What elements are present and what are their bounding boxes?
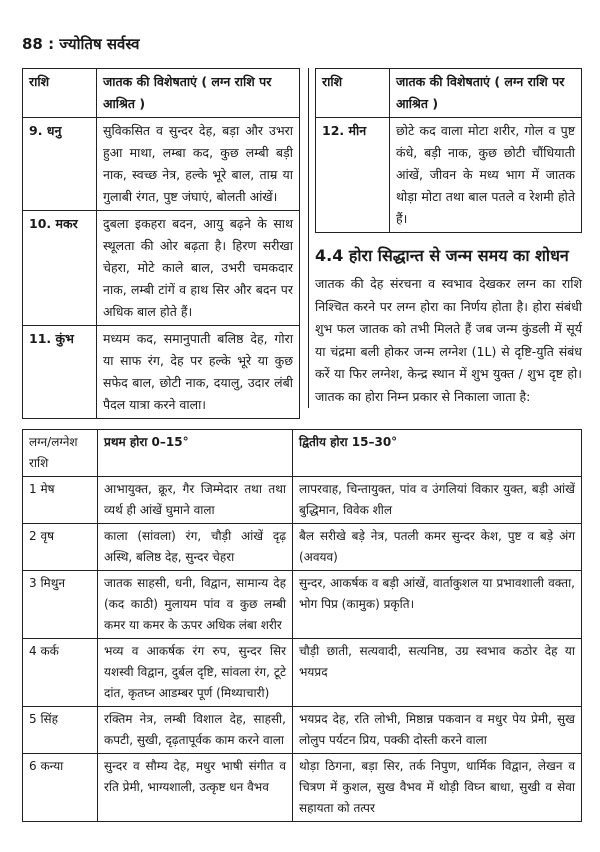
table-row	[316, 118, 582, 233]
second-hora-cell: भयप्रद देह, रति लोभी, मिष्ठान्न पकवान व मधुर पेय प्रेमी, सुख लोलुप पर्यटन प्रिय, पक्की दोस्ती करने वाला	[293, 707, 582, 754]
second-hora-cell: थोड़ा ठिगना, बड़ा सिर, तर्क निपुण, धार्मिक विद्वान, लेखन व चित्रण में कुशल, सुख वैभव में थोड़ी विघ्न बाधा, सुखी व सेवा सहायता को तत्पर	[293, 754, 582, 822]
rashi-cell: 10. मकर	[23, 211, 97, 326]
first-hora-cell: भव्य व आकर्षक रंग रुप, सुन्दर सिर यशस्वी विद्वान, दुर्बल दृष्टि, सांवला रंग, टूटे दांत, कृतघ्न आडम्बर पूर्ण (मिथ्याचारी)	[98, 639, 293, 707]
first-hora-cell: काला (सांवला) रंग, चौड़ी आंखें दृढ़ अस्थि, बलिष्ठ देह, सुन्दर चेहरा	[98, 524, 293, 571]
table-row	[23, 754, 582, 822]
first-hora-cell: सुन्दर व सौम्य देह, मधुर भाषी संगीत व रति प्रेमी, भाग्यशाली, उत्कृष्ट धन वैभव	[98, 754, 293, 822]
table-row	[23, 477, 582, 524]
second-hora-cell: सुन्दर, आकर्षक व बड़ी आंखें, वार्ताकुशल या प्रभावशाली वक्ता, भोग पिप्र (कामुक) प्रकृति।	[293, 571, 582, 639]
column-header: जातक की विशेषताएं ( लग्न राशि पर आश्रित )	[97, 69, 300, 118]
table-row	[23, 639, 582, 707]
rashi-traits-table-left	[22, 68, 300, 419]
second-hora-cell: चौड़ी छाती, सत्यवादी, सत्यनिष्ठ, उग्र स्वभाव कठोर देह या भयप्रद	[293, 639, 582, 707]
rashi-cell: 12. मीन	[316, 118, 390, 233]
top-two-column-area	[22, 68, 582, 419]
rashi-cell: 3 मिथुन	[23, 571, 98, 639]
header-separator: :	[48, 35, 55, 53]
section-paragraph: जातक की देह संरचना व स्वभाव देखकर लग्न का राशि निश्चित करने पर लग्न होरा का निर्णय होता है। होरा संबंधी शुभ फल जातक को तभी मिलते हैं जब जन्म कुंडली में सूर्य या चंद्रमा बली होकर जन्म लग्नेश (1L) से दृष्टि-युति संबंध करें या फिर लग्नेश, केन्द्र स्थान में शुभ युक्त / शुभ दृष्ट हो। जातक का होरा निम्न प्रकार से निकाला जाता है:	[315, 276, 582, 404]
first-hora-cell: आभायुक्त, क्रूर, गैर जिम्मेदार तथा तथा व्यर्थ ही आंखें घुमाने वाला	[98, 477, 293, 524]
column-header: राशि	[23, 69, 97, 118]
traits-cell: सुविकसित व सुन्दर देह, बड़ा और उभरा हुआ माथा, लम्बा कद, कुछ लम्बी बड़ी नाक, स्वच्छ नेत्र, हल्के भूरे बाल, ताम्र या गुलाबी रंगत, पुष्ट जंघाएं, बोलती आंखें।	[97, 118, 300, 211]
rashi-traits-table-right	[315, 68, 582, 233]
column-header: राशि	[316, 69, 390, 118]
rashi-cell: 4 कर्क	[23, 639, 98, 707]
traits-cell: दुबला इकहरा बदन, आयु बढ़ने के साथ स्थूलता की ओर बढ़ता है। हिरण सरीखा चेहरा, मोटे काले बाल, उभरी चमकदार नाक, लम्बी टांगें व हाथ सिर और बदन पर अधिक बाल होते हैं।	[97, 211, 300, 326]
table-header-row	[23, 430, 582, 477]
first-hora-cell: जातक साहसी, धनी, विद्वान, सामान्य देह (कद काठी) मुलायम पांव व कुछ लम्बी कमर या कमर के ऊपर अधिक लंबा शरीर	[98, 571, 293, 639]
first-hora-cell: रक्तिम नेत्र, लम्बी विशाल देह, साहसी, कपटी, सुखी, दृढ़तापूर्वक काम करने वाला	[98, 707, 293, 754]
left-column	[22, 68, 300, 419]
table-row	[23, 326, 300, 419]
rashi-cell: 11. कुंभ	[23, 326, 97, 419]
table-row	[23, 118, 300, 211]
traits-cell: मध्यम कद, समानुपाती बलिष्ठ देह, गोरा या साफ रंग, देह पर हल्के भूरे या कुछ सफेद बाल, छोटी नाक, दयालु, उदार लंबी पैदल यात्रा करने वाला।	[97, 326, 300, 419]
section-heading: 4.4 होरा सिद्धान्त से जन्म समय का शोधन	[315, 246, 569, 265]
second-hora-cell: बैल सरीखे बड़े नेत्र, पतली कमर सुन्दर केश, पुष्ट व बड़े अंग (अवयव)	[293, 524, 582, 571]
book-title: ज्योतिष सर्वस्व	[59, 35, 140, 53]
table-row	[23, 211, 300, 326]
table-row	[23, 571, 582, 639]
page-number: 88	[22, 35, 43, 53]
right-column	[308, 68, 582, 408]
table-row	[23, 707, 582, 754]
rashi-cell: 6 कन्या	[23, 754, 98, 822]
table-header-row	[23, 69, 300, 118]
traits-cell: छोटे कद वाला मोटा शरीर, गोल व पुष्ट कंधे, बड़ी नाक, कुछ छोटी चौंधियाती आंखें, जीवन के मध्य भाग में जातक थोड़ा मोटा तथा बाल पतले व रेशमी होते हैं।	[390, 118, 582, 233]
rashi-cell: 5 सिंह	[23, 707, 98, 754]
column-header: प्रथम होरा 0–15°	[98, 430, 293, 477]
column-header: जातक की विशेषताएं ( लग्न राशि पर आश्रित )	[390, 69, 582, 118]
table-row	[23, 524, 582, 571]
rashi-cell: 2 वृष	[23, 524, 98, 571]
column-header: द्वितीय होरा 15–30°	[293, 430, 582, 477]
table-header-row	[316, 69, 582, 118]
second-hora-cell: लापरवाह, चिन्तायुक्त, पांव व उंगलियां विकार युक्त, बड़ी आंखें बुद्धिमान, विवेक शील	[293, 477, 582, 524]
page-header	[22, 34, 582, 54]
column-header: लग्न/लग्नेश राशि	[23, 430, 98, 477]
rashi-cell: 1 मेष	[23, 477, 98, 524]
hora-table	[22, 429, 582, 822]
rashi-cell: 9. धनु	[23, 118, 97, 211]
